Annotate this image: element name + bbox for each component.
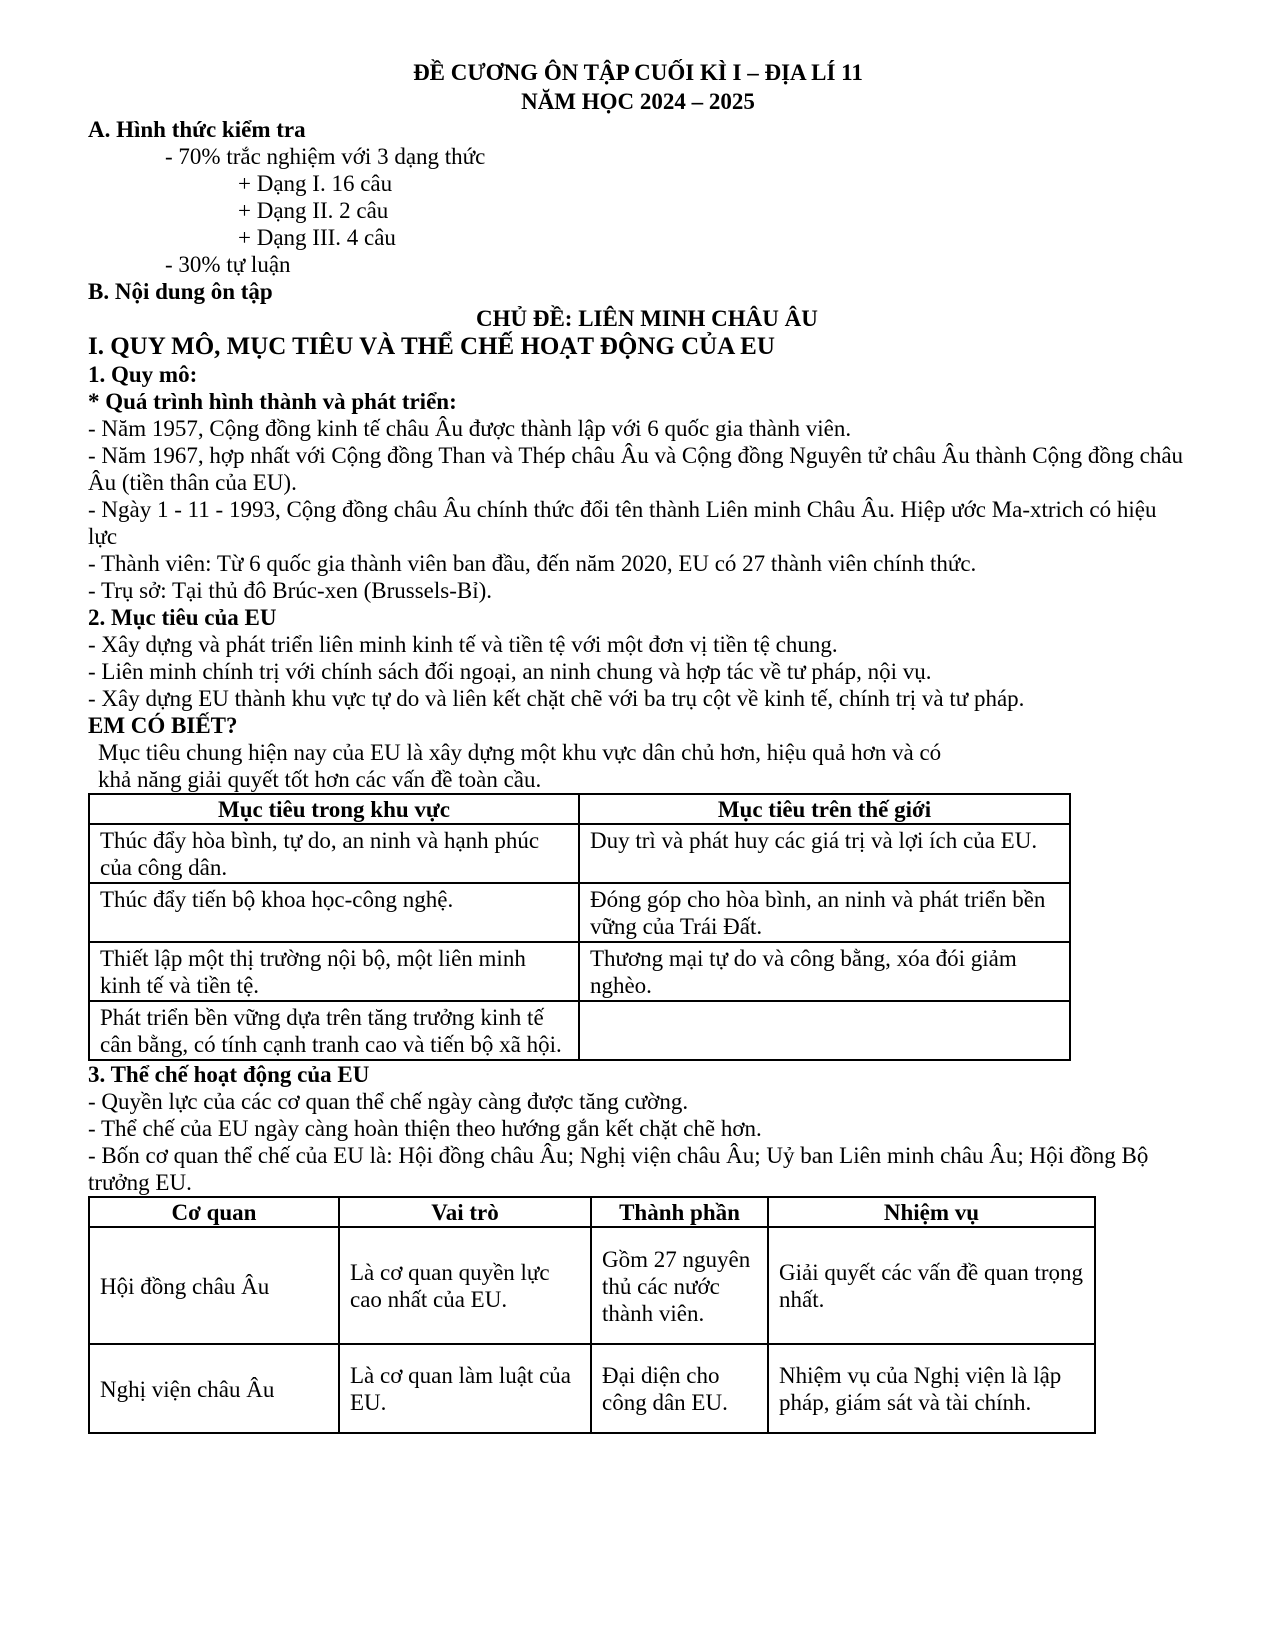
scale-subheading: * Quá trình hình thành và phát triển:	[88, 389, 457, 414]
table-cell: Nhiệm vụ của Nghị viện là lập pháp, giám sát và tài chính.	[768, 1344, 1095, 1433]
table-cell: Thúc đẩy tiến bộ khoa học-công nghệ.	[89, 883, 579, 942]
format-type2: + Dạng II. 2 câu	[238, 198, 389, 223]
table-row	[89, 1001, 1070, 1060]
format-essay-line: - 30% tự luận	[165, 252, 291, 277]
institution-item: - Quyền lực của các cơ quan thể chế ngày càng được tăng cường.	[88, 1089, 689, 1114]
table-cell: Duy trì và phát huy các giá trị và lợi ích của EU.	[579, 824, 1070, 883]
table-cell: Hội đồng châu Âu	[89, 1227, 339, 1344]
document-title-line1: ĐỀ CƯƠNG ÔN TẬP CUỐI KÌ I – ĐỊA LÍ 11	[413, 60, 863, 85]
goal-item: - Xây dựng và phát triển liên minh kinh tế và tiền tệ với một đơn vị tiền tệ chung.	[88, 632, 838, 657]
format-mcq-line: - 70% trắc nghiệm với 3 dạng thức	[165, 144, 486, 169]
table-cell	[579, 1001, 1070, 1060]
scale-item: - Thành viên: Từ 6 quốc gia thành viên ban đầu, đến năm 2020, EU có 27 thành viên chính thức.	[88, 551, 977, 576]
document-title-line2: NĂM HỌC 2024 – 2025	[521, 89, 755, 114]
table-cell: Thương mại tự do và công bằng, xóa đói giảm nghèo.	[579, 942, 1070, 1001]
table-header-row	[89, 1197, 1095, 1227]
format-type1: + Dạng I. 16 câu	[238, 171, 393, 196]
scale-item: - Trụ sở: Tại thủ đô Brúc-xen (Brussels-Bỉ).	[88, 578, 493, 603]
goal-item: - Liên minh chính trị với chính sách đối ngoại, an ninh chung và hợp tác về tư pháp, nội vụ.	[88, 659, 932, 684]
goals-table	[88, 793, 1071, 1061]
table-cell: Gồm 27 nguyên thủ các nước thành viên.	[591, 1227, 768, 1344]
table-cell: Đóng góp cho hòa bình, an ninh và phát triển bền vững của Trái Đất.	[579, 883, 1070, 942]
section-a-heading: A. Hình thức kiểm tra	[88, 117, 306, 142]
document-page	[88, 58, 1188, 1434]
table-header-cell: Mục tiêu trên thế giới	[579, 794, 1070, 824]
institution-item: - Bốn cơ quan thể chế của EU là: Hội đồng châu Âu; Nghị viện châu Âu; Uỷ ban Liên minh châu Âu; Hội đồng Bộ trưởng EU.	[88, 1143, 1149, 1195]
did-you-know-heading: EM CÓ BIẾT?	[88, 713, 238, 738]
institution-item: - Thể chế của EU ngày càng hoàn thiện theo hướng gắn kết chặt chẽ hơn.	[88, 1116, 762, 1141]
table-header-row	[89, 794, 1070, 824]
part1-heading: I. QUY MÔ, MỤC TIÊU VÀ THỂ CHẾ HOẠT ĐỘNG CỦA EU	[88, 333, 775, 360]
scale-item: - Ngày 1 - 11 - 1993, Cộng đồng châu Âu chính thức đổi tên thành Liên minh Châu Âu. Hiệp ước Ma-xtrich có hiệu lực	[88, 497, 1157, 549]
table-header-cell: Nhiệm vụ	[768, 1197, 1095, 1227]
table-cell: Giải quyết các vấn đề quan trọng nhất.	[768, 1227, 1095, 1344]
table-cell: Là cơ quan quyền lực cao nhất của EU.	[339, 1227, 591, 1344]
goals-heading: 2. Mục tiêu của EU	[88, 605, 277, 630]
institutions-heading: 3. Thể chế hoạt động của EU	[88, 1062, 370, 1087]
table-cell: Là cơ quan làm luật của EU.	[339, 1344, 591, 1433]
section-b-heading: B. Nội dung ôn tập	[88, 279, 273, 304]
table-cell: Đại diện cho công dân EU.	[591, 1344, 768, 1433]
table-header-cell: Thành phần	[591, 1197, 768, 1227]
table-row	[89, 883, 1070, 942]
scale-item: - Năm 1967, hợp nhất với Cộng đồng Than và Thép châu Âu và Cộng đồng Nguyên tử châu Âu thành Cộng đồng châu Âu (tiền thân của EU).	[88, 443, 1184, 495]
scale-item: - Năm 1957, Cộng đồng kinh tế châu Âu được thành lập với 6 quốc gia thành viên.	[88, 416, 852, 441]
topic-heading: CHỦ ĐỀ: LIÊN MINH CHÂU ÂU	[476, 306, 818, 331]
table-cell: Thúc đẩy hòa bình, tự do, an ninh và hạnh phúc của công dân.	[89, 824, 579, 883]
table-cell: Nghị viện châu Âu	[89, 1344, 339, 1433]
table-cell: Thiết lập một thị trường nội bộ, một liên minh kinh tế và tiền tệ.	[89, 942, 579, 1001]
table-row	[89, 1227, 1095, 1344]
table-row	[89, 1344, 1095, 1433]
format-type3: + Dạng III. 4 câu	[238, 225, 396, 250]
table-header-cell: Cơ quan	[89, 1197, 339, 1227]
institutions-table	[88, 1196, 1096, 1434]
table-cell: Phát triển bền vững dựa trên tăng trưởng kinh tế cân bằng, có tính cạnh tranh cao và tiến bộ xã hội.	[89, 1001, 579, 1060]
table-header-cell: Mục tiêu trong khu vực	[89, 794, 579, 824]
did-you-know-text: Mục tiêu chung hiện nay của EU là xây dựng một khu vực dân chủ hơn, hiệu quả hơn và có khả năng giải quyết tốt hơn các vấn đề toàn cầu.	[98, 740, 942, 792]
goal-item: - Xây dựng EU thành khu vực tự do và liên kết chặt chẽ với ba trụ cột về kinh tế, chính trị và tư pháp.	[88, 686, 1025, 711]
table-row	[89, 824, 1070, 883]
scale-heading: 1. Quy mô:	[88, 362, 198, 387]
table-header-cell: Vai trò	[339, 1197, 591, 1227]
table-row	[89, 942, 1070, 1001]
